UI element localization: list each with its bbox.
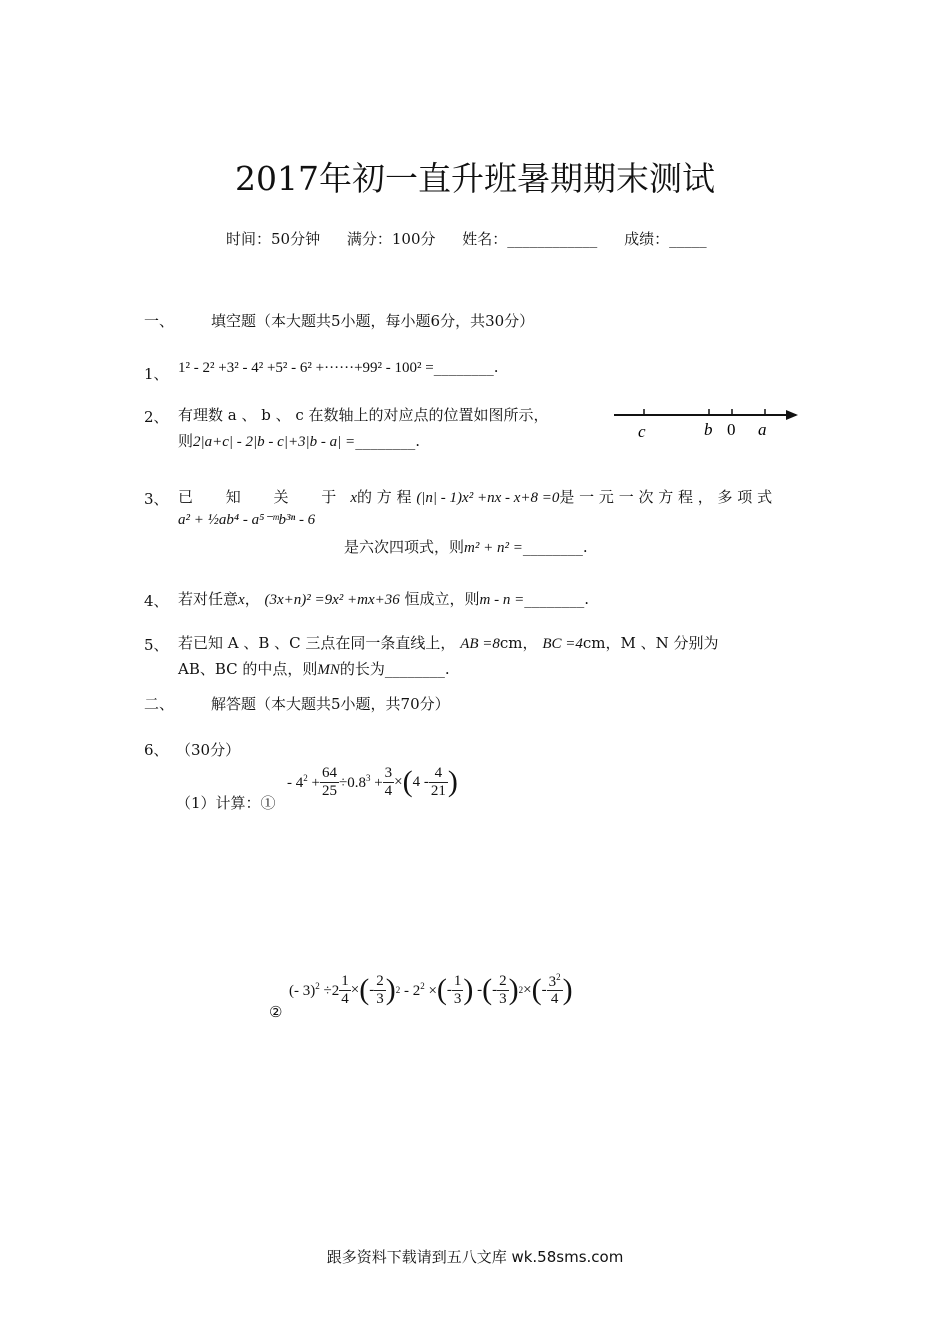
q6-number: 6、 [144,741,169,759]
q5-cm1: cm， [499,634,538,652]
section2-label: 解答题（本大题共5小题，共70分） [211,695,450,713]
q6-points: （30分） [176,741,241,759]
q6-circle2: ② [269,1003,283,1021]
q3-line2 [344,536,588,557]
q4-number: 4、 [144,592,169,610]
q4-var: x [238,592,245,608]
section1-number: 一、 [144,312,175,330]
section1-label: 填空题（本大题共5小题，每小题6分，共30分） [211,312,535,330]
axis-label-0: 0 [727,420,736,439]
q3-poly-expression: a² + ½ab⁴ - a⁵⁻ᵐb³ⁿ - 6 [178,512,316,528]
time-label: 时间：50分钟 [226,230,321,248]
q2-line2 [178,430,420,451]
q6-part1-label: （1）计算：① [176,794,276,812]
q2-line2-pre: 则 [178,432,194,450]
q3-number: 3、 [144,490,169,508]
page-title: 2017年初一直升班暑期期末测试 [235,159,715,198]
exam-meta [226,228,729,249]
q3-polynomial [178,510,315,529]
q1-line [178,358,499,377]
q2-number: 2、 [144,408,169,426]
q1-expression: 1² - 2² +3² - 4² +5² - 6² +······+99² - 100² = [178,360,434,376]
q5-mn: MN [317,662,340,678]
q5-bc: BC =4 [542,636,583,652]
q3-equation: (|n| - 1)x² +nx - x+8 =0 [416,490,560,506]
expression-1: - $4^2$ + $\frac{64}{25}$ $\div 0.8^3$ + $\frac{3}{4}$ × ( 4 - $\frac{4}{21}$ ) [287,765,458,799]
q5-line1-text: 若已知 A 、B 、C 三点在同一条直线上， [178,634,456,652]
q5-line1 [178,632,719,653]
axis-label-b: b [704,420,713,439]
section2-number: 二、 [144,695,175,713]
q3-line1-pre: 已 知 关 于 [178,488,351,506]
expression-2: (- 3)$^2$ ÷2 $\frac{1}{4}$ × ( - $\frac{2}{3}$ ) 2 - $2^2$ × ( - $\frac{1}{3}$ ) - ( - $\frac{2}{3}$ ) 2 × ( - $\frac{3^2}{4}$ ) [289,971,573,1007]
q5-line2 [178,658,450,679]
q3-line1-mid: 的 方 程 [356,488,412,506]
q4-pre: 若对任意 [178,590,239,608]
q2-expression: 2|a+c| - 2|b - c|+3|b - a| = [193,434,356,450]
q2-line1: 有理数 a 、 b 、 c 在数轴上的对应点的位置如图所示， [178,406,549,424]
number-line-arrow [786,410,798,420]
q5-line2-pre: AB、BC 的中点，则 [178,660,318,678]
axis-label-a: a [758,420,767,439]
q4-equation: (3x+n)² =9x² +mx+36 [264,592,400,608]
number-line [612,402,802,442]
footer-link[interactable]: 跟多资料下载请到五八文库 wk.58sms.com [326,1248,624,1266]
q4-mid: 恒成立，则 [404,590,480,608]
name-field: 姓名：____________ [462,230,598,248]
q1-blank: ________. [433,358,499,376]
q5-cm2: cm，M 、N 分别为 [582,634,719,652]
q5-line2-post: 的长为________. [339,660,450,678]
q3-line2-text: 是六次四项式，则 [344,538,465,556]
q4-blank: ________. [524,590,590,608]
q1-number: 1、 [144,365,169,383]
q3-line1-post: 是 一 元 一 次 方 程 ， 多 项 式 [559,488,773,506]
q5-ab: AB =8 [460,636,500,652]
q3-line1 [178,486,808,507]
q4-ask: m - n = [479,592,525,608]
axis-label-c: c [638,422,646,441]
q5-number: 5、 [144,636,169,654]
full-score-label: 满分：100分 [346,230,436,248]
q3-var: x [350,490,357,506]
score-field: 成绩：_____ [624,230,707,248]
q3-blank: ________. [522,538,588,556]
q2-blank: ________. [355,432,420,450]
q4-line: 若对任意x， (3x+n)² =9x² +mx+36 恒成立，则m - n =________. [178,590,590,608]
q3-ask: m² + n² = [464,540,523,556]
